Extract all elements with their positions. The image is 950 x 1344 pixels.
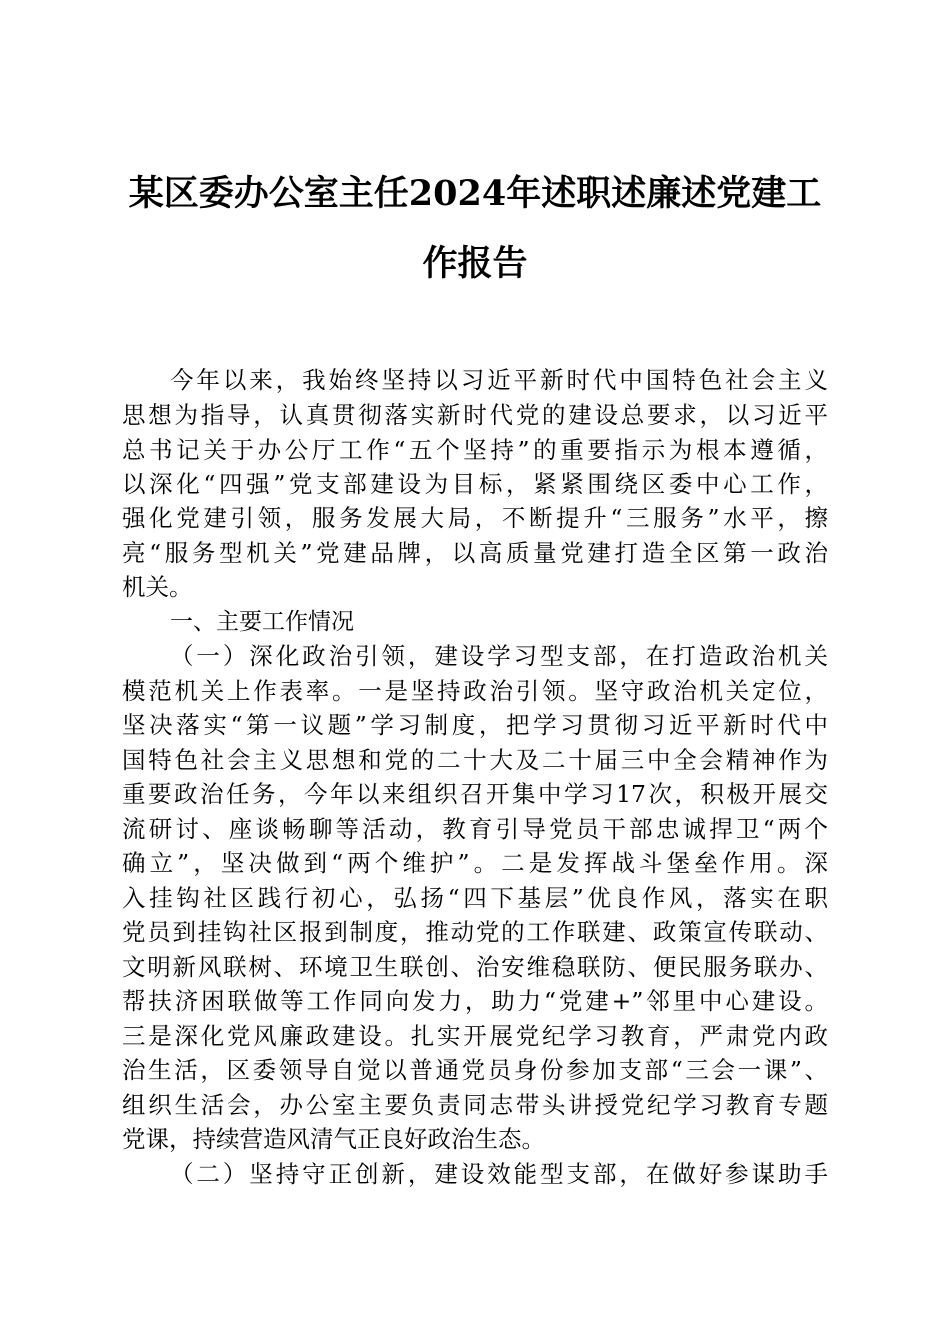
paragraph-section-1-line: 治生活，区委领导自觉以普通党员身份参加支部“三会一课”、 <box>122 1056 828 1084</box>
paragraph-section-1-line: 组织生活会，办公室主要负责同志带头讲授党纪学习教育专题 <box>122 1091 828 1119</box>
paragraph-intro-line: 亮“服务型机关”党建品牌，以高质量党建打造全区第一政治 <box>122 539 828 567</box>
paragraph-section-1-line: 确立”，坚决做到“两个维护”。二是发挥战斗堡垒作用。深 <box>122 849 828 877</box>
document-title-line-2: 作报告 <box>422 243 528 284</box>
paragraph-section-1-line: 三是深化党风廉政建设。扎实开展党纪学习教育，严肃党内政 <box>122 1022 828 1050</box>
paragraph-section-1-line: 坚决落实“第一议题”学习制度，把学习贯彻习近平新时代中 <box>122 711 828 739</box>
paragraph-intro-line: 思想为指导，认真贯彻落实新时代党的建设总要求，以习近平 <box>122 401 828 429</box>
document-title-line-1: 某区委办公室主任2024年述职述廉述党建工 <box>128 173 822 214</box>
paragraph-section-1-line: 入挂钩社区践行初心，弘扬“四下基层”优良作风，落实在职 <box>122 884 828 912</box>
paragraph-section-1-line: 模范机关上作表率。一是坚持政治引领。坚守政治机关定位， <box>122 677 828 705</box>
paragraph-section-1-line: （一）深化政治引领，建设学习型支部，在打造政治机关 <box>170 642 828 670</box>
paragraph-intro-line: 机关。 <box>122 573 193 601</box>
paragraph-section-2-line: （二）坚持守正创新，建设效能型支部，在做好参谋助手 <box>170 1160 828 1188</box>
paragraph-section-1-line: 帮扶济困联做等工作同向发力，助力“党建+”邻里中心建设。 <box>122 987 828 1015</box>
paragraph-section-1-line: 重要政治任务，今年以来组织召开集中学习17次，积极开展交 <box>122 780 828 808</box>
paragraph-section-1-line: 国特色社会主义思想和党的二十大及二十届三中全会精神作为 <box>122 746 828 774</box>
paragraph-intro-line: 总书记关于办公厅工作“五个坚持”的重要指示为根本遵循， <box>122 436 828 464</box>
paragraph-intro-line: 今年以来，我始终坚持以习近平新时代中国特色社会主义 <box>170 366 828 394</box>
paragraph-intro-line: 强化党建引领，服务发展大局，不断提升“三服务”水平，擦 <box>122 504 828 532</box>
paragraph-section-1-line: 文明新风联树、环境卫生联创、治安维稳联防、便民服务联办、 <box>122 953 828 981</box>
paragraph-section-1-line: 流研讨、座谈畅聊等活动，教育引导党员干部忠诚捍卫“两个 <box>122 815 828 843</box>
section-heading: 一、主要工作情况 <box>170 609 354 635</box>
paragraph-section-1-line: 党课，持续营造风清气正良好政治生态。 <box>122 1125 545 1153</box>
paragraph-intro-line: 以深化“四强”党支部建设为目标，紧紧围绕区委中心工作， <box>122 470 828 498</box>
paragraph-section-1-line: 党员到挂钩社区报到制度，推动党的工作联建、政策宣传联动、 <box>122 918 828 946</box>
